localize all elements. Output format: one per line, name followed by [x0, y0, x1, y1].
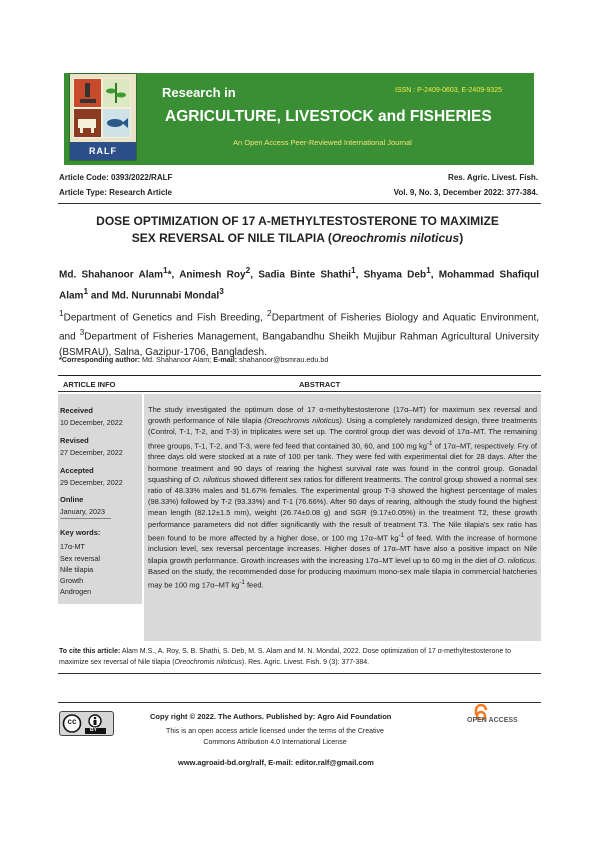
citation-text: Alam M.S., A. Roy, S. B. Shathi, S. Deb, M. S. Alam and M. N. Mondal, 2022. Dose optimization of 17 α-methyltestosterone to maximize sex reversal of Nile tilapia ( — [59, 648, 511, 666]
keyword: Nile tilapia — [60, 565, 94, 574]
logo-panel — [73, 78, 131, 138]
open-access-label — [467, 717, 518, 724]
corr-label: *Corresponding author: — [59, 355, 141, 364]
keyword: 17α-MT — [60, 542, 85, 551]
website-email[interactable]: www.agroaid-bd.org/ralf, E-mail: editor.ralf@gmail.com — [178, 758, 374, 767]
abstract-species: O. niloticus — [497, 555, 535, 565]
abstract-part: of 17α–MT, respectively. Fry of three days old were stocked at a rate of 100 per tank. They were fed with experimental diet for 28 days. After the hormone treatment and 90 days of rearing the highest survival rate was found in the control group. Gonadal squashing of — [148, 441, 537, 484]
accepted-label: Accepted — [60, 466, 94, 475]
title-line-2c: ) — [459, 231, 464, 245]
corresponding-author — [59, 355, 328, 364]
author-name: Sadia Binte Shathi — [258, 269, 351, 281]
journal-abbrev: Res. Agric. Livest. Fish. — [448, 173, 538, 182]
cc-label: cc — [67, 717, 77, 726]
accepted-date: 29 December, 2022 — [60, 478, 123, 487]
abstract-part: feed. — [244, 580, 264, 590]
abstract-species: (Oreochromis niloticus). — [264, 416, 344, 426]
email-label: E-mail: — [213, 355, 238, 364]
abstract-sup: -1 — [398, 531, 405, 539]
author-name: Shyama Deb — [363, 269, 427, 281]
abstract-species: O. niloticus — [192, 474, 231, 484]
author-sup: 1 — [426, 265, 431, 275]
sidebar-divider: ---------------------------------- — [60, 516, 111, 522]
abstract-part: The study investigated the optimum dose of 17 α-methyltestosterone (17α–MT) for maximum sex reversal and growth performance of Nile tilapia — [148, 405, 537, 426]
abstract-part: showed different sex ratios for different treatments. The control group showed a normal sex ratio of 48.33% males and 51.67% females. The experimental group T-3 showed the highest percentage of males (98.33%) followed by T-2 (93.33%) and T-1 (76.66%). After 90 days of rearing, although the study found the highest mean length (82.12±1.5 mm), weight (26.74±0.08 g) and SGR (9.17±0.05%) in the treatment T2, these growth performance parameters did not differ significantly with the result of treatment T3. The Nile tilapia's sex ratio has been found to be more affected by a higher dose, or 100 mg 17α–MT kg — [148, 474, 537, 543]
header-research-in: Research in — [162, 85, 236, 100]
author-sup: 2 — [245, 265, 251, 275]
keywords-label: Key words: — [60, 528, 101, 537]
journal-logo — [69, 73, 137, 161]
abstract-part: . Based on the study, the recommended dose for producing maximum mono-sex male tilapia in commercial hatcheries may be 100 mg 17α–MT kg — [148, 555, 537, 590]
logo-label: RALF — [70, 142, 136, 160]
author-name: Md. Shahanoor Alam — [59, 269, 163, 281]
journal-tagline: An Open Access Peer-Reviewed International Journal — [233, 138, 412, 147]
cc-by-license-icon[interactable] — [59, 711, 114, 736]
article-info-heading: ARTICLE INFO — [63, 380, 116, 389]
abstract-heading: ABSTRACT — [299, 380, 341, 389]
revised-date: 27 December, 2022 — [60, 448, 123, 457]
affil-sup: 3 — [79, 327, 85, 338]
article-code: Article Code: 0393/2022/RALF — [59, 173, 173, 182]
author-sup: 1 — [163, 265, 168, 275]
cow-icon — [74, 109, 101, 137]
affil-sup: 2 — [267, 308, 272, 318]
divider — [58, 702, 541, 703]
online-date: January, 2023 — [60, 507, 106, 516]
abstract-sup: -1 — [426, 439, 433, 447]
citation-species: Oreochromis niloticus — [174, 659, 242, 666]
divider — [58, 375, 541, 376]
microscope-icon — [74, 79, 101, 107]
divider — [58, 203, 541, 204]
affil-sup: 1 — [59, 308, 64, 318]
online-label: Online — [60, 495, 84, 504]
author-list: Md. Shahanoor Alam$^1$*, Animesh Roy$^2$, Sadia Binte Shathi$^1$, Shyama Deb$^1$, Mohammad Shafiqul Alam$^1$ and Md. Nurunnabi Mondal$^3$ — [59, 265, 539, 302]
received-date: 10 December, 2022 — [60, 418, 123, 427]
abstract-sup: -1 — [239, 579, 245, 587]
oa-open: OPEN — [467, 717, 487, 724]
keyword: Growth — [60, 576, 84, 585]
article-type: Article Type: Research Article — [59, 188, 172, 197]
citation — [59, 646, 541, 668]
fish-icon — [103, 109, 130, 137]
author-sup: 3 — [219, 286, 224, 297]
abstract-text — [148, 404, 537, 591]
affiliation-3: Department of Fisheries Management, Bangabandhu Sheikh Mujibur Rahman Agricultural University (BSMRAU), Salna, Gazipur-1706, Bangladesh. — [59, 331, 539, 358]
author-name: Md. Nurunnabi Mondal — [111, 290, 220, 302]
divider — [58, 391, 541, 392]
citation-label: To cite this article: — [59, 648, 121, 655]
license-text: This is an open access article licensed under the terms of the Creative Commons Attribution 4.0 International License — [166, 728, 384, 746]
article-info-sidebar — [58, 394, 142, 604]
divider — [58, 673, 541, 674]
title-line-2a: SEX REVERSAL OF NILE TILAPIA ( — [131, 231, 332, 245]
journal-title: AGRICULTURE, LIVESTOCK and FISHERIES — [165, 108, 492, 125]
revised-label: Revised — [60, 436, 89, 445]
keyword: Sex reversal — [60, 554, 100, 563]
keyword: Androgen — [60, 587, 92, 596]
author-name: Animesh Roy — [179, 269, 246, 281]
received-label: Received — [60, 406, 93, 415]
oa-access: ACCESS — [488, 717, 518, 724]
title-line-1: DOSE OPTIMIZATION OF 17 A-METHYLTESTOSTERONE TO MAXIMIZE — [96, 214, 499, 228]
volume-info: Vol. 9, No. 3, December 2022: 377-384. — [393, 188, 538, 197]
affiliation-2: Department of Fisheries Biology and Aquatic Environment, and — [59, 312, 540, 343]
corr-name: Md. Shahanoor Alam; — [140, 355, 214, 364]
by-label: BY — [90, 727, 97, 733]
article-title — [55, 213, 540, 247]
author-name: Mohammad Shafiqul Alam — [59, 269, 539, 302]
plant-icon — [103, 79, 130, 107]
copyright: Copy right © 2022. The Authors. Published by: Agro Aid Foundation — [150, 712, 392, 721]
author-sup: 1 — [350, 265, 356, 275]
title-species: Oreochromis niloticus — [331, 231, 460, 245]
affiliation-1: Department of Genetics and Fish Breeding, — [63, 312, 268, 324]
header-issn: ISSN : P-2409-0603, E-2409-9325 — [395, 87, 503, 94]
citation-text: ). Res. Agric. Livest. Fish. 9 (3): 377-384. — [241, 659, 370, 666]
author-sup: 1 — [83, 286, 89, 297]
affiliations — [59, 306, 539, 360]
abstract-box — [144, 394, 541, 641]
abstract-part: of feed. With the increase of hormone inclusion level, sex reversal percentage increases. Higher doses of 17α–MT have also a positive impact on Nile tilapia growth performance. Growth increases with the increasing 17α–MT level up to 60 mg in the diet of — [148, 533, 537, 565]
abstract-part: Using a completely randomized design, three treatments (Control, T-1, T-2, and T-3) in triplicates were set up. The control group diet was devoid of 17α–MT. The remaining three groups, T-1, T-2, and T-3, were fed feed that contained 30, 60, and 100 mg kg — [148, 416, 537, 451]
corr-email[interactable]: shahanoor@bsmrau.edu.bd — [237, 355, 329, 364]
